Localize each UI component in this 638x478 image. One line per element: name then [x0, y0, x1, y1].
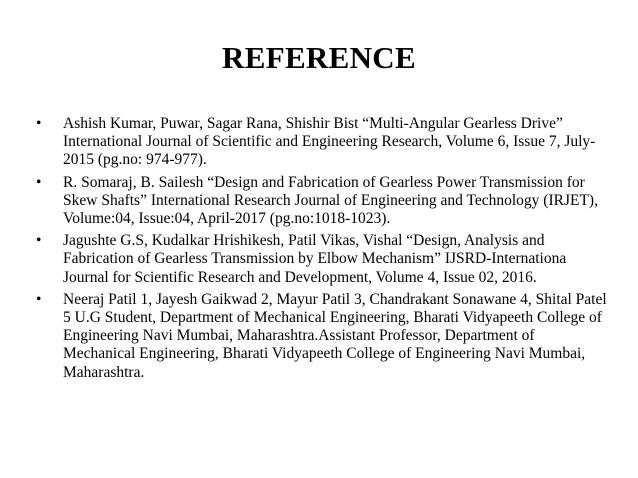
reference-text: Jagushte G.S, Kudalkar Hrishikesh, Patil Vikas, Vishal “Design, Analysis and Fabrication of Gearless Transmission by Elbow Mechanism” IJSRD-Internationa Journal for Scientific Research and Development, Volume 4, Issue 02, 2016. [63, 232, 567, 286]
slide-title: REFERENCE [222, 40, 416, 75]
reference-text: Neeraj Patil 1, Jayesh Gaikwad 2, Mayur Patil 3, Chandrakant Sonawane 4, Shital Patel 5 U.G Student, Department of Mechanical Engineering, Bharati Vidyapeeth College of Engineering Navi Mumbai, Maharashtra.Assistant Professor, Department of Mechanical Engineering, Bharati Vidyapeeth College of Engineering Navi Mumbai, Maharashtra. [63, 290, 607, 381]
reference-text: R. Somaraj, B. Sailesh “Design and Fabrication of Gearless Power Transmission for Skew Shafts” International Research Journal of Engineering and Technology (IRJET), Volume:04, Issue:04, April-2017 (pg.no:1018-1023). [63, 173, 598, 228]
reference-item [36, 232, 608, 287]
reference-list [36, 115, 608, 386]
reference-text: Ashish Kumar, Puwar, Sagar Rana, Shishir Bist “Multi-Angular Gearless Drive” International Journal of Scientific and Engineering Research, Volume 6, Issue 7, July-2015 (pg.no: 974-977). [63, 115, 596, 169]
reference-item [36, 115, 608, 170]
bullet-icon: • [36, 115, 42, 132]
bullet-icon: • [36, 173, 42, 191]
reference-item [36, 173, 608, 229]
bullet-icon: • [36, 290, 42, 308]
reference-item [36, 290, 608, 382]
bullet-icon: • [36, 232, 42, 250]
